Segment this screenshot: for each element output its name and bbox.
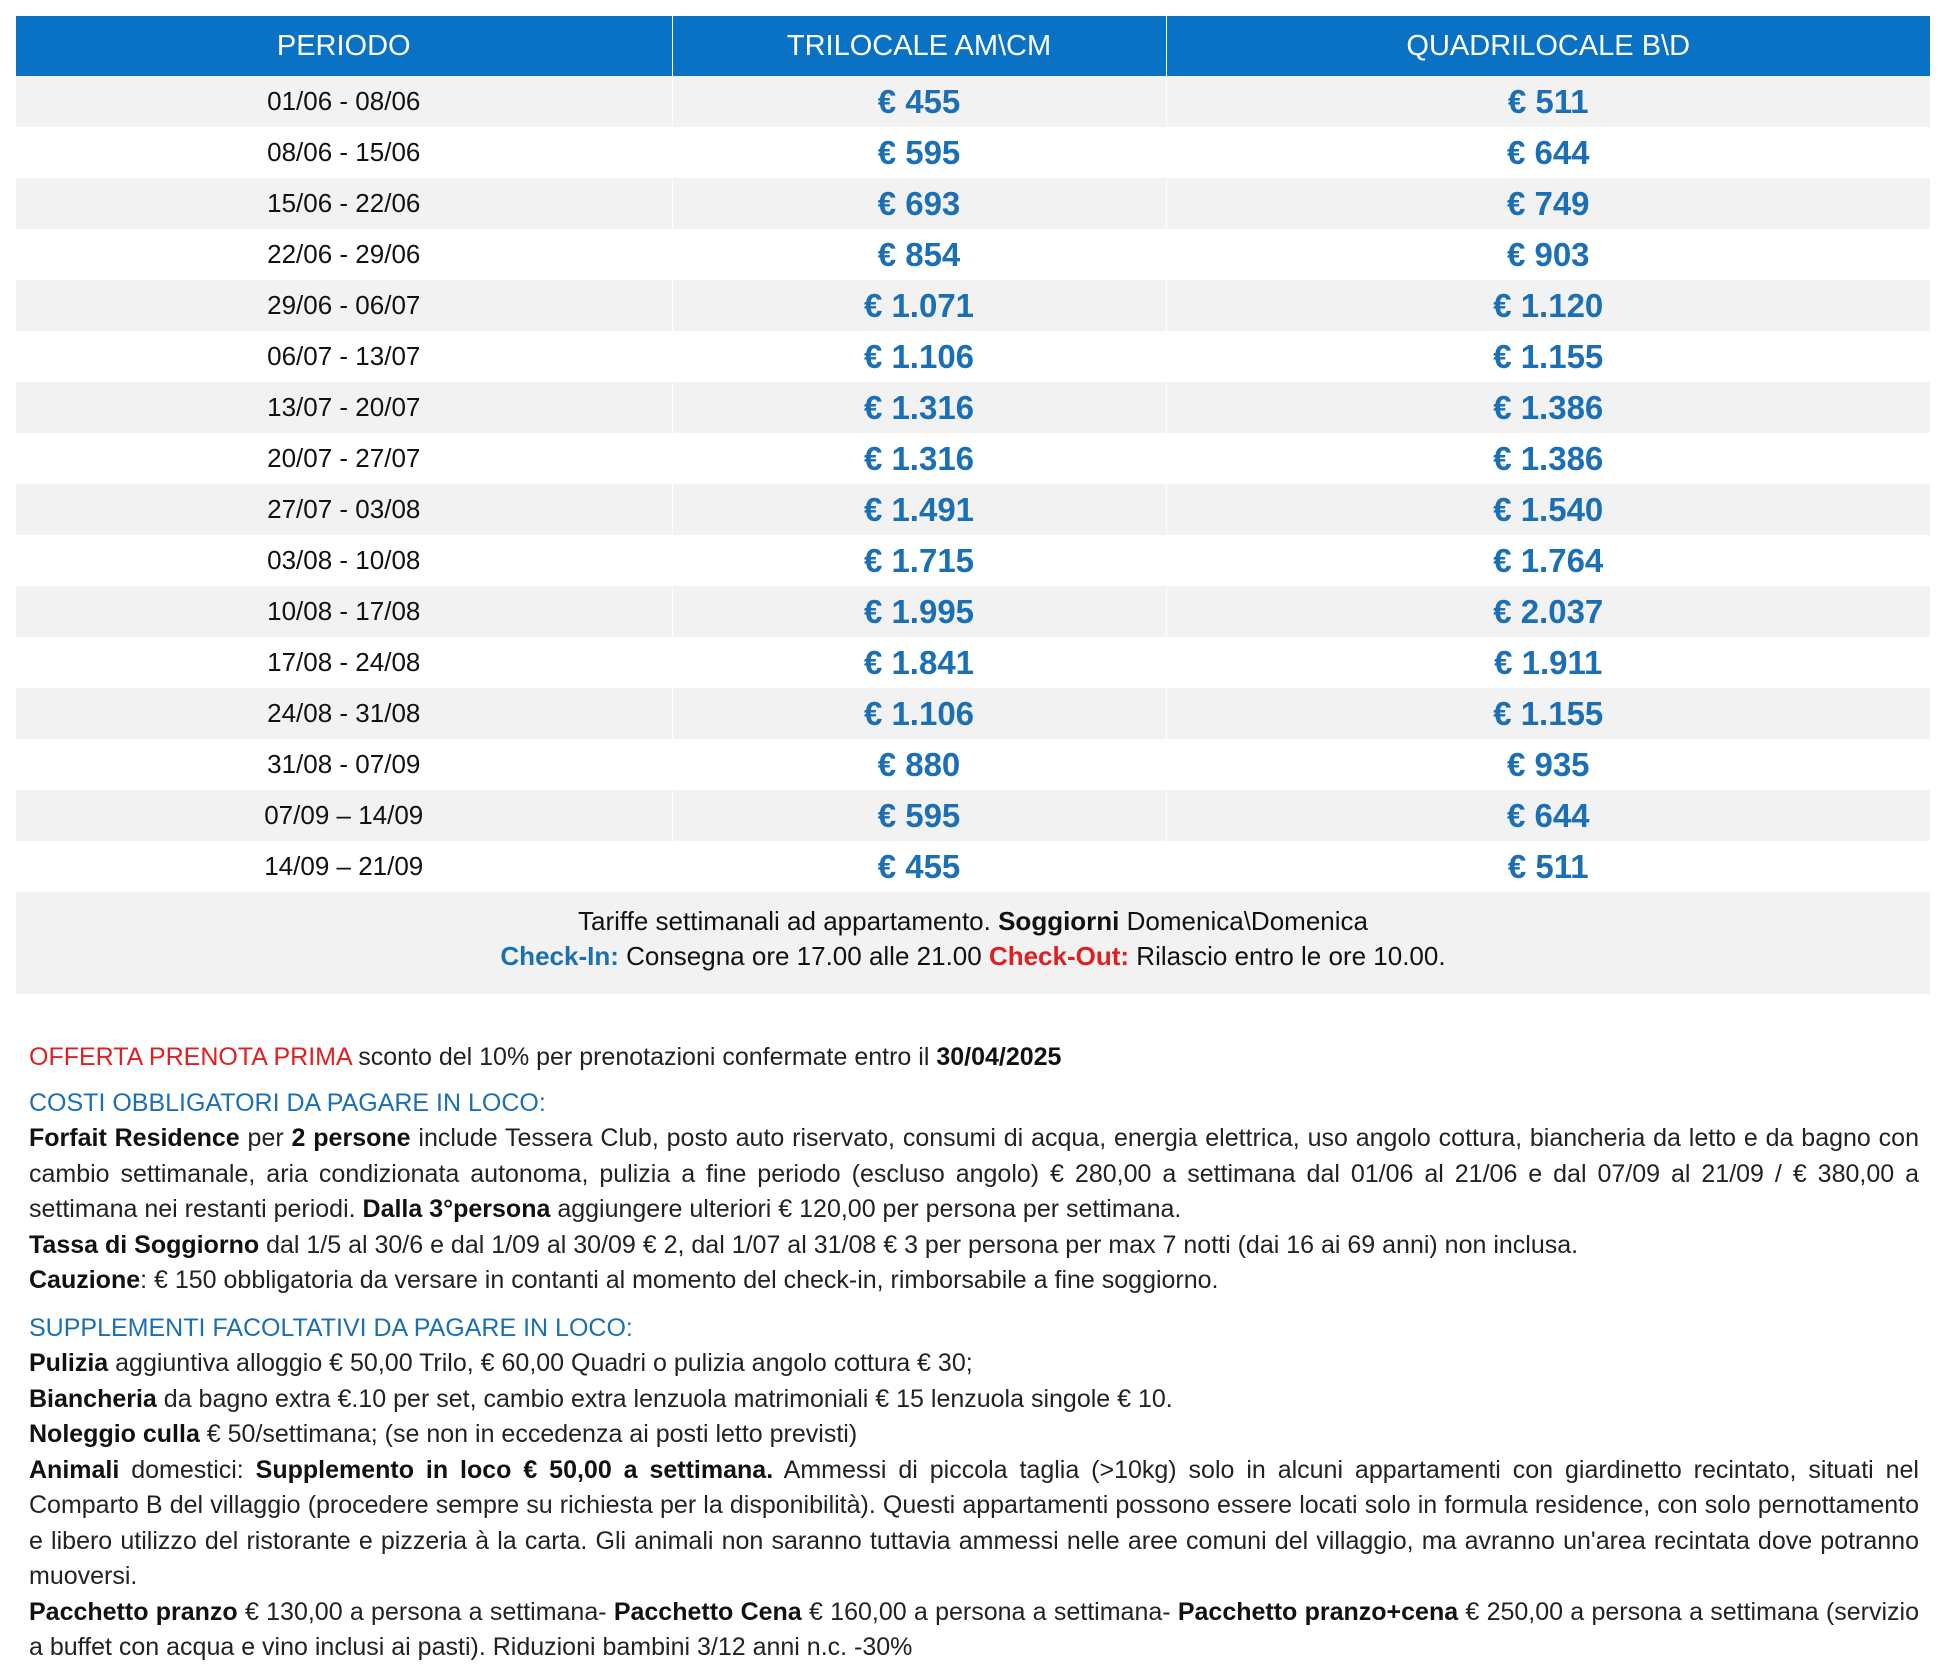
pacchetto-cena-text: € 160,00 a persona a settimana- xyxy=(801,1597,1178,1626)
table-row xyxy=(16,637,1930,688)
cauzione-label: Cauzione xyxy=(29,1266,141,1294)
table-row xyxy=(16,739,1930,790)
header-trilocale: TRILOCALE AM\CM xyxy=(672,16,1166,76)
forfait-paragraph xyxy=(29,1121,1919,1228)
note-soggiorni: Soggiorni xyxy=(998,906,1120,936)
period-cell: 17/08 - 24/08 xyxy=(16,637,672,688)
trilocale-price-cell: € 1.316 xyxy=(672,433,1166,484)
table-row xyxy=(16,688,1930,739)
forfait-text-1: per xyxy=(239,1124,292,1152)
price-table xyxy=(16,16,1930,892)
period-cell: 01/06 - 08/06 xyxy=(16,76,672,127)
offer-paragraph xyxy=(29,1040,1919,1076)
price-list xyxy=(16,16,1930,994)
period-cell: 15/06 - 22/06 xyxy=(16,178,672,229)
table-row xyxy=(16,484,1930,535)
trilocale-price-cell: € 1.316 xyxy=(672,382,1166,433)
period-cell: 08/06 - 15/06 xyxy=(16,127,672,178)
trilocale-price-cell: € 455 xyxy=(672,841,1166,892)
period-cell: 29/06 - 06/07 xyxy=(16,280,672,331)
period-cell: 27/07 - 03/08 xyxy=(16,484,672,535)
quadrilocale-price-cell: € 1.540 xyxy=(1166,484,1930,535)
tassa-text: dal 1/5 al 30/6 e dal 1/09 al 30/09 € 2, dal 1/07 al 31/08 € 3 per persona per max 7 notti (dai 16 ai 69 anni) non inclusa. xyxy=(259,1230,1579,1259)
checkin-text: Consegna ore 17.00 alle 21.00 xyxy=(618,941,989,971)
table-row xyxy=(16,382,1930,433)
trilocale-price-cell: € 595 xyxy=(672,790,1166,841)
pacchetto-cena-label: Pacchetto Cena xyxy=(613,1597,802,1626)
biancheria-paragraph xyxy=(29,1382,1919,1418)
quadrilocale-price-cell: € 644 xyxy=(1166,127,1930,178)
forfait-text-3: aggiungere ulteriori € 120,00 per persona per settimana. xyxy=(550,1195,1182,1223)
quadrilocale-price-cell: € 2.037 xyxy=(1166,586,1930,637)
offer-date: 30/04/2025 xyxy=(936,1043,1062,1071)
trilocale-price-cell: € 880 xyxy=(672,739,1166,790)
table-row xyxy=(16,127,1930,178)
period-cell: 20/07 - 27/07 xyxy=(16,433,672,484)
tassa-label: Tassa di Soggiorno xyxy=(29,1230,260,1259)
quadrilocale-price-cell: € 1.911 xyxy=(1166,637,1930,688)
forfait-text-2: include Tessera Club, posto auto riservato, consumi di acqua, energia elettrica, uso angolo cottura, biancheria da letto e da bagno con cambio settimanale, aria condizionata autonoma, pulizia a fine periodo (escluso angolo) € 280,00 a settimana dal 01/06 al 21/06 e dal 07/09 al 21/09 / € 380,00 a settimana nei restanti periodi. xyxy=(29,1124,1919,1223)
animali-label: Animali xyxy=(29,1455,120,1484)
period-cell: 31/08 - 07/09 xyxy=(16,739,672,790)
trilocale-price-cell: € 1.106 xyxy=(672,331,1166,382)
price-table-body xyxy=(16,76,1930,892)
note-text: Tariffe settimanali ad appartamento. xyxy=(578,906,999,936)
period-cell: 14/09 – 21/09 xyxy=(16,841,672,892)
trilocale-price-cell: € 1.995 xyxy=(672,586,1166,637)
period-cell: 22/06 - 29/06 xyxy=(16,229,672,280)
quadrilocale-price-cell: € 511 xyxy=(1166,76,1930,127)
note-days: Domenica\Domenica xyxy=(1119,906,1368,936)
pulizia-paragraph xyxy=(29,1346,1919,1382)
period-cell: 10/08 - 17/08 xyxy=(16,586,672,637)
animali-supplement: Supplemento in loco € 50,00 a settimana. xyxy=(255,1455,774,1484)
pacchetto-pranzo-cena-label: Pacchetto pranzo+cena xyxy=(1177,1597,1459,1626)
biancheria-text: da bagno extra €.10 per set, cambio extra lenzuola matrimoniali € 15 lenzuola singole € 10. xyxy=(156,1384,1173,1413)
table-row xyxy=(16,535,1930,586)
cauzione-text: : € 150 obbligatoria da versare in contanti al momento del check-in, rimborsabile a fine soggiorno. xyxy=(140,1266,1219,1294)
pacchetto-pranzo-text: € 130,00 a persona a settimana- xyxy=(237,1597,614,1626)
table-row xyxy=(16,76,1930,127)
checkin-label: Check-In: xyxy=(500,941,619,971)
tassa-paragraph xyxy=(29,1228,1919,1264)
forfait-label: Forfait Residence xyxy=(29,1124,240,1152)
table-header-row xyxy=(16,16,1930,76)
animali-paragraph xyxy=(29,1453,1919,1595)
culla-label: Noleggio culla xyxy=(29,1420,200,1448)
checkout-label: Check-Out: xyxy=(988,941,1130,971)
period-cell: 13/07 - 20/07 xyxy=(16,382,672,433)
forfait-third-person: Dalla 3°persona xyxy=(362,1195,551,1223)
trilocale-price-cell: € 1.841 xyxy=(672,637,1166,688)
quadrilocale-price-cell: € 511 xyxy=(1166,841,1930,892)
quadrilocale-price-cell: € 749 xyxy=(1166,178,1930,229)
pulizia-label: Pulizia xyxy=(29,1349,109,1377)
period-cell: 03/08 - 10/08 xyxy=(16,535,672,586)
period-cell: 07/09 – 14/09 xyxy=(16,790,672,841)
trilocale-price-cell: € 854 xyxy=(672,229,1166,280)
forfait-persons: 2 persone xyxy=(291,1124,411,1152)
note-line-2 xyxy=(16,939,1930,974)
culla-text: € 50/settimana; (se non in eccedenza ai posti letto previsti) xyxy=(199,1420,858,1448)
mandatory-title: COSTI OBBLIGATORI DA PAGARE IN LOCO: xyxy=(29,1088,546,1117)
biancheria-label: Biancheria xyxy=(29,1384,157,1413)
period-cell: 06/07 - 13/07 xyxy=(16,331,672,382)
header-periodo: PERIODO xyxy=(16,16,672,76)
quadrilocale-price-cell: € 1.386 xyxy=(1166,433,1930,484)
trilocale-price-cell: € 455 xyxy=(672,76,1166,127)
table-row xyxy=(16,178,1930,229)
quadrilocale-price-cell: € 1.764 xyxy=(1166,535,1930,586)
pulizia-text: aggiuntiva alloggio € 50,00 Trilo, € 60,00 Quadri o pulizia angolo cottura € 30; xyxy=(108,1349,973,1377)
quadrilocale-price-cell: € 1.155 xyxy=(1166,331,1930,382)
conditions-text xyxy=(29,1040,1919,1666)
table-row xyxy=(16,229,1930,280)
quadrilocale-price-cell: € 1.120 xyxy=(1166,280,1930,331)
cauzione-paragraph xyxy=(29,1263,1919,1299)
trilocale-price-cell: € 1.106 xyxy=(672,688,1166,739)
table-row xyxy=(16,280,1930,331)
offer-title: OFFERTA PRENOTA PRIMA xyxy=(29,1043,352,1071)
animali-text-2: Ammessi di piccola taglia (>10kg) solo in alcuni appartamenti con giardinetto recintato, situati nel Comparto B del villaggio (procedere sempre su richiesta per la disponibilità). Questi appartamenti possono essere locati solo in formula residence, con solo pernottamento e libero utilizzo del ristorante e pizzeria à la carta. Gli animali non saranno tuttavia ammessi nelle aree comuni del villaggio, ma avranno un'area recintata dove potranno muoversi. xyxy=(29,1455,1919,1590)
table-row xyxy=(16,790,1930,841)
period-cell: 24/08 - 31/08 xyxy=(16,688,672,739)
optional-title: SUPPLEMENTI FACOLTATIVI DA PAGARE IN LOCO: xyxy=(29,1313,633,1342)
trilocale-price-cell: € 1.491 xyxy=(672,484,1166,535)
pacchetto-pranzo-label: Pacchetto pranzo xyxy=(29,1597,238,1626)
quadrilocale-price-cell: € 935 xyxy=(1166,739,1930,790)
quadrilocale-price-cell: € 1.155 xyxy=(1166,688,1930,739)
trilocale-price-cell: € 1.071 xyxy=(672,280,1166,331)
animali-text-1: domestici: xyxy=(119,1455,256,1484)
note-line-1 xyxy=(16,904,1930,939)
trilocale-price-cell: € 1.715 xyxy=(672,535,1166,586)
table-row xyxy=(16,331,1930,382)
header-quadrilocale: QUADRILOCALE B\D xyxy=(1166,16,1930,76)
quadrilocale-price-cell: € 644 xyxy=(1166,790,1930,841)
trilocale-price-cell: € 595 xyxy=(672,127,1166,178)
quadrilocale-price-cell: € 1.386 xyxy=(1166,382,1930,433)
quadrilocale-price-cell: € 903 xyxy=(1166,229,1930,280)
trilocale-price-cell: € 693 xyxy=(672,178,1166,229)
table-row xyxy=(16,433,1930,484)
table-row xyxy=(16,586,1930,637)
culla-paragraph xyxy=(29,1417,1919,1453)
checkout-text: Rilascio entro le ore 10.00. xyxy=(1129,941,1446,971)
pacchetto-paragraph xyxy=(29,1595,1919,1666)
offer-text: sconto del 10% per prenotazioni confermate entro il xyxy=(351,1043,937,1071)
pacchetto-pranzo-cena-text: € 250,00 a persona a settimana (servizio a buffet con acqua e vino inclusi ai pasti). Riduzioni bambini 3/12 anni n.c. -30% xyxy=(29,1597,1919,1661)
weekly-rates-note xyxy=(16,892,1930,994)
table-row xyxy=(16,841,1930,892)
